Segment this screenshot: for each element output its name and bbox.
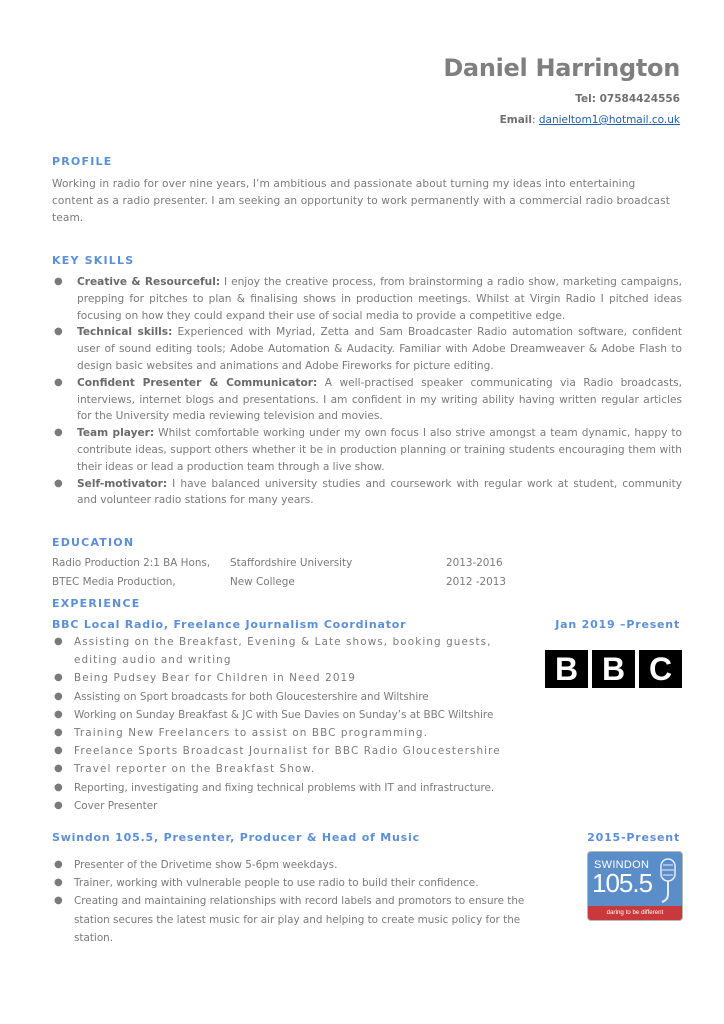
logo-tagline: daring to be different bbox=[588, 906, 682, 920]
bbc-logo-letter: C bbox=[639, 650, 682, 688]
bullet-icon: ● bbox=[54, 672, 64, 684]
bullet-icon: ● bbox=[54, 877, 63, 889]
logo-station-name: SWINDON bbox=[594, 859, 650, 871]
bullet-icon: ● bbox=[54, 636, 64, 647]
duty-item bbox=[52, 669, 522, 687]
duty-text: Presenter of the Drivetime show 5-6pm weekdays. bbox=[74, 859, 338, 871]
duty-item bbox=[52, 892, 552, 947]
bullet-icon: ● bbox=[54, 859, 63, 870]
duty-item bbox=[52, 688, 522, 706]
duty-item bbox=[52, 742, 522, 760]
duty-item bbox=[52, 856, 552, 874]
skill-title: Self-motivator: bbox=[77, 477, 168, 490]
email-link[interactable]: danieltom1@hotmail.co.uk bbox=[538, 114, 680, 126]
duty-text: Creating and maintaining relationships with record labels and promotors to ensure the station secures the latest music for air play and helping to create music policy for the station. bbox=[74, 895, 525, 944]
skill-title: Technical skills: bbox=[77, 326, 173, 339]
job-title: Swindon 105.5, Presenter, Producer & Head of Music bbox=[52, 831, 420, 844]
education-course: Radio Production 2:1 BA Hons, bbox=[52, 557, 211, 569]
skill-title: Confident Presenter & Communicator: bbox=[77, 376, 318, 389]
duty-text: Assisting on the Breakfast, Evening & Late shows, booking guests, editing audio and writing bbox=[74, 636, 492, 667]
duty-item bbox=[52, 724, 522, 742]
microphone-icon bbox=[658, 858, 678, 904]
skill-item bbox=[52, 324, 682, 374]
tel-number: 07584424556 bbox=[599, 93, 680, 105]
bbc-logo-letter: B bbox=[592, 650, 635, 688]
bullet-icon: ● bbox=[54, 326, 63, 338]
skill-title: Creative & Resourceful: bbox=[77, 276, 221, 288]
duty-item bbox=[52, 779, 522, 797]
duty-item bbox=[52, 874, 552, 892]
bbc-duties-list bbox=[52, 633, 522, 815]
duty-text: Travel reporter on the Breakfast Show. bbox=[74, 763, 316, 776]
bullet-icon: ● bbox=[54, 376, 63, 388]
education-years: 2012 -2013 bbox=[446, 576, 506, 588]
duty-item bbox=[52, 633, 522, 669]
swindon-105-logo bbox=[587, 851, 683, 921]
skill-item bbox=[52, 375, 682, 425]
education-course: BTEC Media Production, bbox=[52, 576, 176, 588]
skill-text: I enjoy the creative process, from brainstorming a radio show, marketing campaigns, prepping for pitches to plan & finalising shows in production meetings. Whilst at Virgin Radio I pitched ideas focusing on how they could expand their use of social media to provide a competitive edge. bbox=[77, 276, 682, 322]
skills-heading: KEY SKILLS bbox=[52, 254, 135, 267]
skill-item bbox=[52, 425, 682, 475]
education-heading: EDUCATION bbox=[52, 536, 135, 549]
job-dates: 2015-Present bbox=[587, 831, 680, 844]
telephone bbox=[575, 93, 680, 105]
bullet-icon: ● bbox=[54, 781, 63, 793]
duty-text: Reporting, investigating and fixing technical problems with IT and infrastructure. bbox=[74, 781, 495, 794]
bullet-icon: ● bbox=[54, 727, 64, 739]
tel-label: Tel: bbox=[575, 93, 596, 105]
bullet-icon: ● bbox=[54, 477, 63, 489]
duty-item bbox=[52, 760, 522, 778]
profile-heading: PROFILE bbox=[52, 155, 113, 168]
bbc-logo-letter: B bbox=[545, 650, 588, 688]
bullet-icon: ● bbox=[54, 427, 63, 439]
duty-text: Cover Presenter bbox=[74, 799, 158, 812]
skill-title: Team player: bbox=[77, 427, 155, 440]
swindon-duties-list bbox=[52, 856, 552, 947]
duty-text: Training New Freelancers to assist on BBC programming. bbox=[74, 727, 428, 740]
bullet-icon: ● bbox=[54, 799, 63, 811]
email-label: Email bbox=[499, 114, 532, 126]
duty-text: Being Pudsey Bear for Children in Need 2019 bbox=[74, 672, 356, 685]
duty-text: Assisting on Sport broadcasts for both Gloucestershire and Wiltshire bbox=[74, 690, 429, 703]
bbc-logo bbox=[545, 650, 682, 688]
skills-list bbox=[52, 274, 682, 509]
email: Email: danieltom1@hotmail.co.uk bbox=[499, 114, 680, 126]
skill-item bbox=[52, 476, 682, 510]
job-title: BBC Local Radio, Freelance Journalism Coordinator bbox=[52, 618, 407, 631]
duty-item bbox=[52, 706, 522, 724]
skill-text: I have balanced university studies and coursework with regular work at student, community and volunteer radio stations for many years. bbox=[77, 477, 682, 507]
profile-text: Working in radio for over nine years, I’m ambitious and passionate about turning my ideas into entertaining content as a radio presenter. I am seeking an opportunity to work permanently with a commercial radio broadcast team. bbox=[52, 178, 670, 224]
education-institution: New College bbox=[230, 576, 295, 588]
education-years: 2013-2016 bbox=[446, 557, 503, 569]
logo-frequency: 105.5 bbox=[592, 868, 653, 898]
job-dates: Jan 2019 –Present bbox=[555, 618, 680, 631]
duty-item bbox=[52, 797, 522, 815]
duty-text: Working on Sunday Breakfast & JC with Sue Davies on Sunday’s at BBC Wiltshire bbox=[74, 708, 494, 721]
skill-text: Experienced with Myriad, Zetta and Sam Broadcaster Radio automation software, confident user of sound editing tools; Adobe Automation & Audacity. Familiar with Adobe Dreamweaver & Adobe Flash to design basic websites and animations and Adobe Fireworks for picture editing. bbox=[77, 326, 682, 372]
duty-text: Freelance Sports Broadcast Journalist for BBC Radio Gloucestershire bbox=[74, 745, 501, 758]
bullet-icon: ● bbox=[54, 895, 63, 907]
bullet-icon: ● bbox=[54, 690, 63, 702]
education-institution: Staffordshire University bbox=[230, 557, 353, 569]
bullet-icon: ● bbox=[54, 745, 64, 757]
skill-text: Whilst comfortable working under my own focus I also strive amongst a team dynamic, happy to contribute ideas, support others whether it be in production planning or training students encouraging them with their ideas or lead a production team through a live show. bbox=[77, 427, 683, 473]
duty-text: Trainer, working with vulnerable people to use radio to build their confidence. bbox=[74, 877, 479, 890]
candidate-name: Daniel Harrington bbox=[443, 54, 680, 82]
skill-item bbox=[52, 274, 682, 324]
experience-heading: EXPERIENCE bbox=[52, 597, 141, 610]
bullet-icon: ● bbox=[54, 276, 63, 287]
skill-text: A well-practised speaker communicating via Radio broadcasts, interviews, internet blogs and presentations. I am confident in my writing ability having written regular articles for the University media reviewing television and movies. bbox=[77, 376, 682, 423]
bullet-icon: ● bbox=[54, 763, 64, 775]
bullet-icon: ● bbox=[54, 708, 63, 720]
